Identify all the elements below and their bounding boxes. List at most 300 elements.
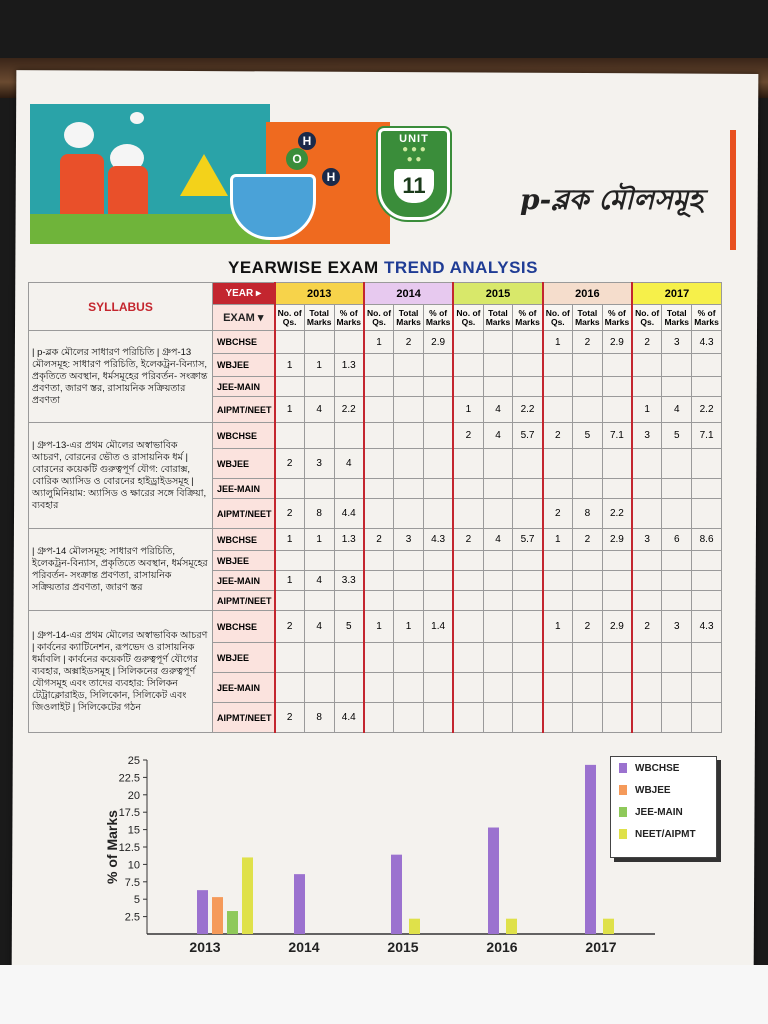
value-cell [423, 703, 453, 733]
value-cell: 4 [304, 611, 334, 643]
y-tick-label: 10 [127, 859, 140, 872]
smoke-icon [64, 122, 94, 148]
x-tick-label: 2015 [387, 939, 419, 955]
value-cell [572, 354, 602, 377]
exam-cell: WBCHSE [213, 611, 275, 643]
value-cell: 4.3 [692, 331, 722, 354]
syllabus-cell: | p-ব্লক মৌলের সাধারণ পরিচিতি | গ্রুপ-13 মৌলসমূহ: সাধারণ পরিচিতি, ইলেকট্রন-বিন্যাস, প্রকৃতিতে অবস্থান, ধর্মসমূহের পরিবর্তন- সংক্রান্ত প্রবণতা, জারণ স্তর, রাসায়নিক সক্রিয়তার প্রবণতা [29, 331, 213, 423]
legend-swatch [619, 763, 627, 773]
value-cell [543, 703, 573, 733]
value-cell [602, 354, 632, 377]
value-cell [543, 643, 573, 673]
value-cell [602, 643, 632, 673]
legend-item [611, 779, 716, 801]
value-cell: 2 [275, 703, 305, 733]
value-cell [572, 703, 602, 733]
value-cell: 2 [394, 331, 424, 354]
value-cell: 4 [304, 397, 334, 423]
value-cell: 1 [453, 397, 483, 423]
value-cell [513, 673, 543, 703]
column-header: No. of Qs. [543, 305, 573, 331]
column-header: % of Marks [334, 305, 364, 331]
value-cell [662, 354, 692, 377]
syllabus-header: SYLLABUS [29, 283, 213, 331]
value-cell [632, 571, 662, 591]
value-cell [572, 397, 602, 423]
value-cell: 4 [662, 397, 692, 423]
value-cell [692, 499, 722, 529]
value-cell: 2 [543, 499, 573, 529]
value-cell [572, 377, 602, 397]
value-cell [453, 591, 483, 611]
value-cell: 2.9 [602, 331, 632, 354]
value-cell [453, 571, 483, 591]
value-cell [304, 591, 334, 611]
value-cell [423, 377, 453, 397]
value-cell [275, 377, 305, 397]
value-cell [692, 703, 722, 733]
value-cell [394, 423, 424, 449]
exam-cell: JEE-MAIN [213, 673, 275, 703]
cooling-tower-icon [60, 154, 104, 216]
exam-cell: JEE-MAIN [213, 479, 275, 499]
column-header: No. of Qs. [632, 305, 662, 331]
value-cell [394, 377, 424, 397]
value-cell [483, 611, 513, 643]
value-cell [572, 673, 602, 703]
value-cell: 2 [275, 499, 305, 529]
year-header: YEAR ▸ [213, 283, 275, 305]
value-cell [394, 499, 424, 529]
value-cell [453, 449, 483, 479]
bottom-margin [0, 965, 768, 1024]
bar-wbchse [391, 855, 402, 934]
value-cell [483, 643, 513, 673]
exam-cell: WBCHSE [213, 423, 275, 449]
value-cell: 3.3 [334, 571, 364, 591]
value-cell: 2.9 [602, 611, 632, 643]
value-cell [453, 611, 483, 643]
value-cell [543, 354, 573, 377]
column-header: Total Marks [304, 305, 334, 331]
value-cell [364, 479, 394, 499]
value-cell: 2 [572, 529, 602, 551]
value-cell [423, 643, 453, 673]
value-cell [364, 551, 394, 571]
year-2016-header: 2016 [543, 283, 632, 305]
value-cell [423, 449, 453, 479]
value-cell: 2.2 [602, 499, 632, 529]
value-cell: 1 [275, 354, 305, 377]
value-cell [304, 423, 334, 449]
value-cell: 2 [275, 611, 305, 643]
value-cell [423, 551, 453, 571]
value-cell [394, 591, 424, 611]
value-cell [423, 571, 453, 591]
value-cell: 3 [662, 611, 692, 643]
value-cell [275, 423, 305, 449]
legend-item [611, 823, 716, 845]
value-cell [364, 423, 394, 449]
value-cell [453, 703, 483, 733]
value-cell [334, 331, 364, 354]
value-cell: 4.4 [334, 703, 364, 733]
value-cell [602, 591, 632, 611]
exam-cell: AIPMT/NEET [213, 703, 275, 733]
value-cell [334, 591, 364, 611]
value-cell: 2 [572, 331, 602, 354]
smoke-icon [130, 112, 144, 124]
value-cell [483, 354, 513, 377]
value-cell [513, 479, 543, 499]
value-cell [662, 377, 692, 397]
value-cell: 3 [632, 529, 662, 551]
unit-dots-decoration: ● ● ● ● ● [402, 144, 426, 165]
value-cell [364, 377, 394, 397]
bar-neet-aipmt [506, 919, 517, 934]
value-cell [453, 377, 483, 397]
exam-cell: JEE-MAIN [213, 571, 275, 591]
value-cell [543, 377, 573, 397]
value-cell [692, 479, 722, 499]
value-cell [662, 703, 692, 733]
value-cell: 5 [572, 423, 602, 449]
value-cell [483, 331, 513, 354]
value-cell: 4 [483, 529, 513, 551]
value-cell: 1 [632, 397, 662, 423]
value-cell [602, 479, 632, 499]
value-cell [602, 571, 632, 591]
legend-swatch [619, 785, 627, 795]
value-cell [632, 703, 662, 733]
value-cell [692, 354, 722, 377]
value-cell [632, 591, 662, 611]
trend-title-part2: TREND ANALYSIS [383, 258, 538, 277]
value-cell [423, 423, 453, 449]
value-cell [543, 591, 573, 611]
value-cell [602, 449, 632, 479]
bar-wbchse [488, 828, 499, 934]
bar-wbchse [294, 874, 305, 934]
value-cell [275, 591, 305, 611]
value-cell [483, 703, 513, 733]
trend-table [28, 282, 722, 733]
y-tick-label: 2.5 [124, 911, 140, 924]
value-cell [275, 673, 305, 703]
bar-neet-aipmt [409, 919, 420, 934]
value-cell [692, 591, 722, 611]
bar-wbchse [197, 890, 208, 934]
legend-item [611, 757, 716, 779]
value-cell [513, 643, 543, 673]
value-cell: 2 [364, 529, 394, 551]
value-cell [602, 397, 632, 423]
value-cell [662, 643, 692, 673]
value-cell [483, 551, 513, 571]
value-cell [304, 643, 334, 673]
value-cell [453, 643, 483, 673]
value-cell: 1 [543, 611, 573, 643]
value-cell: 2 [632, 611, 662, 643]
value-cell: 1 [275, 529, 305, 551]
table-row [29, 611, 722, 643]
value-cell: 1 [364, 611, 394, 643]
column-header: % of Marks [423, 305, 453, 331]
syllabus-cell: | গ্রুপ-14-এর প্রথম মৌলের অস্বাভাবিক আচরণ | কার্বনের ক্যাটিনেশন, রূপভেদ ও রাসায়নিক ধর্মাবলি | কার্বনের কয়েকটি গুরুত্বপূর্ণ যৌগের ব্যবহার, অক্সাইডসমূহ | সিলিকনের গুরুত্বপূর্ণ যৌগসমূহ এবং তাদের ব্যবহার: সিলিকন টেট্রাক্লোরাইড, সিলিকোন, সিলিকেট এবং জিওলাইট | সিলিকেটের গঠন [29, 611, 213, 733]
column-header: No. of Qs. [453, 305, 483, 331]
value-cell [364, 643, 394, 673]
value-cell [513, 354, 543, 377]
value-cell: 1.4 [423, 611, 453, 643]
value-cell [513, 703, 543, 733]
column-header: Total Marks [394, 305, 424, 331]
value-cell: 4 [483, 423, 513, 449]
column-header: Total Marks [572, 305, 602, 331]
value-cell [513, 499, 543, 529]
value-cell: 2.9 [602, 529, 632, 551]
value-cell [483, 499, 513, 529]
value-cell [275, 479, 305, 499]
legend-swatch [619, 807, 627, 817]
legend-label: WBJEE [635, 784, 671, 796]
value-cell [364, 591, 394, 611]
value-cell: 2.9 [423, 331, 453, 354]
hydrogen-atom-icon: H [322, 168, 340, 186]
value-cell [364, 499, 394, 529]
value-cell: 1 [275, 571, 305, 591]
value-cell: 3 [662, 331, 692, 354]
value-cell: 2.2 [334, 397, 364, 423]
value-cell [662, 673, 692, 703]
value-cell [662, 449, 692, 479]
column-header: % of Marks [602, 305, 632, 331]
value-cell [543, 479, 573, 499]
x-tick-label: 2017 [585, 939, 617, 955]
value-cell [572, 449, 602, 479]
value-cell: 3 [394, 529, 424, 551]
value-cell [483, 449, 513, 479]
value-cell [602, 703, 632, 733]
x-tick-label: 2014 [288, 939, 320, 955]
value-cell: 4 [304, 571, 334, 591]
value-cell: 2.2 [513, 397, 543, 423]
page-edge-accent [730, 130, 736, 250]
value-cell [453, 499, 483, 529]
value-cell [662, 551, 692, 571]
value-cell [572, 479, 602, 499]
y-tick-label: 20 [127, 789, 140, 802]
syllabus-cell: | গ্রুপ-13-এর প্রথম মৌলের অস্বাভাবিক আচরণ, বোরনের ভৌত ও রাসায়নিক ধর্ম | বোরনের কয়েকটি গুরুত্বপূর্ণ যৌগ: বোরাক্স, বোরিক অ্যাসিড ও বোরনের হাইড্রাইডসমূহ | অ্যালুমিনিয়াম: অ্যাসিড ও ক্ষারের সঙ্গে বিক্রিয়া, ব্যবহার [29, 423, 213, 529]
year-2015-header: 2015 [453, 283, 542, 305]
value-cell: 2 [275, 449, 305, 479]
value-cell [692, 643, 722, 673]
value-cell [513, 331, 543, 354]
value-cell [423, 397, 453, 423]
value-cell [394, 397, 424, 423]
bar-jee-main [227, 911, 238, 934]
value-cell [692, 377, 722, 397]
value-cell [394, 354, 424, 377]
value-cell [304, 479, 334, 499]
value-cell [453, 673, 483, 703]
legend-swatch [619, 829, 627, 839]
exam-cell: JEE-MAIN [213, 377, 275, 397]
value-cell [543, 571, 573, 591]
value-cell [453, 354, 483, 377]
value-cell: 1.3 [334, 354, 364, 377]
legend-label: NEET/AIPMT [635, 828, 696, 840]
value-cell: 5 [662, 423, 692, 449]
value-cell [483, 591, 513, 611]
value-cell [483, 479, 513, 499]
column-header: Total Marks [483, 305, 513, 331]
value-cell [364, 397, 394, 423]
y-tick-label: 15 [127, 824, 140, 837]
value-cell: 1 [364, 331, 394, 354]
legend-label: WBCHSE [635, 762, 680, 774]
value-cell [632, 551, 662, 571]
value-cell [423, 354, 453, 377]
value-cell [483, 673, 513, 703]
value-cell [364, 449, 394, 479]
value-cell [275, 643, 305, 673]
value-cell [572, 643, 602, 673]
value-cell: 4.3 [423, 529, 453, 551]
value-cell [423, 499, 453, 529]
value-cell: 7.1 [602, 423, 632, 449]
value-cell: 8 [304, 499, 334, 529]
value-cell: 5.7 [513, 529, 543, 551]
column-header: % of Marks [692, 305, 722, 331]
value-cell: 8.6 [692, 529, 722, 551]
column-header: No. of Qs. [364, 305, 394, 331]
value-cell [423, 479, 453, 499]
value-cell [692, 571, 722, 591]
bar-wbchse [585, 765, 596, 934]
exam-header: EXAM ▾ [213, 305, 275, 331]
value-cell [453, 551, 483, 571]
trend-title-part1: YEARWISE EXAM [228, 258, 384, 277]
value-cell [304, 673, 334, 703]
value-cell: 3 [632, 423, 662, 449]
exam-cell: AIPMT/NEET [213, 499, 275, 529]
value-cell: 2 [572, 611, 602, 643]
value-cell [275, 331, 305, 354]
value-cell: 8 [304, 703, 334, 733]
value-cell [334, 643, 364, 673]
value-cell [483, 571, 513, 591]
value-cell [543, 449, 573, 479]
value-cell [334, 479, 364, 499]
value-cell: 5.7 [513, 423, 543, 449]
value-cell: 1 [394, 611, 424, 643]
value-cell [632, 673, 662, 703]
exam-cell: AIPMT/NEET [213, 591, 275, 611]
value-cell [394, 449, 424, 479]
header-illustration [30, 104, 390, 244]
value-cell [662, 479, 692, 499]
column-header: Total Marks [662, 305, 692, 331]
radiation-warning-icon [180, 154, 228, 196]
value-cell: 1 [304, 529, 334, 551]
value-cell [394, 479, 424, 499]
x-tick-label: 2013 [189, 939, 221, 955]
value-cell [543, 673, 573, 703]
value-cell [394, 643, 424, 673]
legend-label: JEE-MAIN [635, 806, 683, 818]
value-cell: 4 [334, 449, 364, 479]
value-cell [453, 331, 483, 354]
y-axis-label: % of Marks [104, 810, 120, 884]
exam-cell: WBJEE [213, 551, 275, 571]
value-cell [394, 551, 424, 571]
value-cell [662, 499, 692, 529]
value-cell: 1 [275, 397, 305, 423]
year-2017-header: 2017 [632, 283, 721, 305]
value-cell [662, 571, 692, 591]
value-cell [513, 591, 543, 611]
value-cell [394, 673, 424, 703]
value-cell [602, 673, 632, 703]
value-cell [304, 377, 334, 397]
value-cell [304, 551, 334, 571]
value-cell: 4 [483, 397, 513, 423]
exam-cell: WBJEE [213, 643, 275, 673]
value-cell [334, 377, 364, 397]
value-cell [513, 571, 543, 591]
chart-legend [610, 756, 717, 858]
value-cell [543, 551, 573, 571]
year-2014-header: 2014 [364, 283, 453, 305]
y-tick-label: 12.5 [118, 842, 140, 854]
value-cell [364, 571, 394, 591]
value-cell: 2 [453, 423, 483, 449]
exam-cell: WBJEE [213, 354, 275, 377]
table-row [29, 423, 722, 449]
value-cell [632, 499, 662, 529]
exam-cell: AIPMT/NEET [213, 397, 275, 423]
value-cell: 2 [453, 529, 483, 551]
value-cell [364, 673, 394, 703]
value-cell: 4.4 [334, 499, 364, 529]
value-cell [513, 611, 543, 643]
table-row [29, 331, 722, 354]
legend-item [611, 801, 716, 823]
unit-badge [378, 128, 450, 220]
chapter-title: p-ব্লক মৌলসমূহ [520, 183, 703, 216]
column-header: No. of Qs. [275, 305, 305, 331]
y-tick-label: 22.5 [118, 772, 140, 785]
y-tick-label: 7.5 [124, 876, 140, 889]
value-cell: 8 [572, 499, 602, 529]
oxygen-atom-icon: O [286, 148, 308, 170]
value-cell [602, 377, 632, 397]
y-tick-label: 17.5 [118, 807, 140, 820]
value-cell: 2 [632, 331, 662, 354]
value-cell: 1 [543, 529, 573, 551]
value-cell: 7.1 [692, 423, 722, 449]
value-cell [572, 551, 602, 571]
bar-neet-aipmt [242, 857, 253, 934]
value-cell [423, 591, 453, 611]
value-cell [513, 449, 543, 479]
value-cell [632, 377, 662, 397]
y-tick-label: 5 [133, 894, 140, 907]
value-cell: 5 [334, 611, 364, 643]
value-cell: 2 [543, 423, 573, 449]
value-cell [423, 673, 453, 703]
value-cell [334, 551, 364, 571]
